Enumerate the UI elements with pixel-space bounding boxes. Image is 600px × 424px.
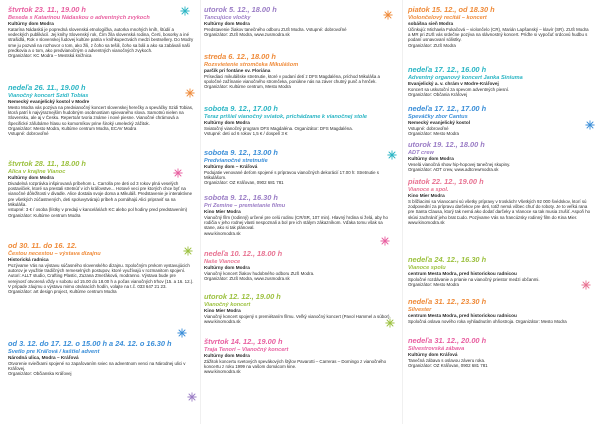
event-date: utorok 19. 12., 18.00 h — [408, 140, 485, 149]
event-description: Spoločná oslava nového roka vyhliadnutím ohňostroja. Organizátor: Mesto Modra — [408, 318, 567, 324]
event-date: sobota 9. 12., 13.00 h — [204, 148, 278, 157]
event-title: Silvester — [408, 306, 432, 313]
event-block — [408, 141, 592, 172]
event-title: Violončelový recitál – koncert — [408, 14, 487, 21]
event-venue: Kino Mier Modra — [204, 209, 241, 215]
event-description: Vianočný koncert spojený s premiétaním filmu. Veľký vianočný koncert (Pavol Hammel a súbor). — [204, 313, 391, 319]
event-organizer: Organizátor: ADT crew, www.adtcrewmodra.sk — [408, 167, 499, 173]
event-venue: Evanjelický a. v. chrám v Modre-Kráľovej — [408, 81, 499, 87]
event-block — [408, 256, 592, 287]
event-organizer: Organizátor: OZ Kráľovan, 0902 681 781 — [408, 363, 488, 369]
event-title: Speváčky zbor Cantus — [408, 113, 468, 120]
event-description: Mesto Modra vás pozýva na predvianočný koncert slovenskej herečky a speváčky Szidi Tobias, ktorá patrí k najvýraznejším hudobným osobnostiam spievaného slova. Samotnú nielen na Slovensku, ale aj v Česku. Repertoár tvoria známe i nové piesne. Vianočné chrámová a Špecifické záľubárne hlasu so komorníkov prine široký umelecký zážitok. — [8, 104, 194, 126]
event-title: Vianočný koncert Szidi Tobias — [8, 92, 89, 99]
event-venue: Kino Mier Modra — [408, 193, 445, 199]
event-venue: Kino Mier Modra — [204, 308, 241, 314]
event-venue: Kultúrny dom Modra — [8, 21, 54, 27]
event-title: Beseda s Katarínou Nádaskou o adventných zvykoch — [8, 14, 150, 21]
event-venue: parčík pri fontáne sv. Floriána — [204, 68, 271, 74]
event-date: sobota 9. 12., 17.00 h — [204, 104, 278, 113]
event-organizer: Vstupné: deti od 6 rokov 1,5 € / dospelí 3 € — [204, 131, 288, 137]
event-organizer: www.kinomodra.sk — [204, 369, 241, 375]
event-description: Spoločné rozdávanie a prianie na vianočný priestor medzi občanmi. — [408, 276, 540, 282]
event-title: ADT crew — [408, 149, 434, 156]
fold-line-1 — [200, 0, 201, 424]
event-venue: Historická radnica — [8, 257, 49, 263]
event-date: utorok 5. 12., 18.00 h — [204, 5, 277, 14]
snowflake-icon — [173, 168, 183, 178]
event-block — [204, 293, 394, 324]
event-date: piatok 22. 12., 19.00 h — [408, 177, 484, 186]
snowflake-icon — [383, 10, 393, 20]
snowflake-icon — [380, 236, 390, 246]
event-organizer: Organizátor: Mesto Modra — [408, 282, 460, 288]
event-venue: Kultúrny dom – Kráľová — [204, 164, 258, 170]
event-venue: Národná ulica, Modra – Kráľová — [8, 355, 79, 361]
event-description: Otvorenie sviečkami spojené so zapaľovaním sviec na adventnom venci na Národnej ulici v Kráľovej. — [8, 360, 186, 372]
snowflake-icon — [177, 328, 187, 338]
event-description: Sviatočný vianočný program DFS Magdaléna. Organizátor: DFS Magdaléna. — [204, 125, 353, 131]
event-title: Vianočný koncert — [204, 301, 251, 308]
event-block — [8, 340, 194, 377]
event-description: Katarína Nádaská je popredná slovenská etnologička, autorka mnohých kníh, štúdií a vedeckých publikácií. Jej knihy Slovenský rok, Čím žila slovenská rodina, Čerti, bosorky a iné strašidlá, Rok v slovenskej ľudovej kultúre patria v kníhkupectvách medzi bestsellery. Do Modry sme ju pozvali na rozhovor o tom, ako žili, z čoho sa tešili, čoho sa báli a ako sa zabávali naši predkovia a o tom, ako predvianočným o adventných vianočných zvykoch. — [8, 26, 194, 54]
event-block — [204, 6, 394, 37]
event-description: Účinkujú: Michaela Fukačová – violončelo (CR), Marián Lapšanský – klavír (SR). ZUŠ Modra a MR pri ZUŠ vás srdečne pozýva na slávnostný koncert. Príďte si vypočuť srdcovú hudbu s podaní usnavovaní sólistky. — [408, 26, 589, 43]
snowflake-icon — [585, 120, 595, 130]
event-organizer: vstupné: 3 € / osoba (lístky v predaji v kanceláriách KC alebo pol hodiny pred predstavením) — [8, 207, 188, 213]
event-block — [408, 178, 592, 225]
event-title: Čestou necestou – výstava dizajnu — [8, 250, 101, 257]
event-title: Vianoce spolu — [408, 264, 446, 271]
event-block — [408, 337, 592, 368]
snowflake-icon — [385, 318, 395, 328]
event-date: piatok 15. 12., od 18.30 h — [408, 5, 495, 14]
event-venue: Kultúrny dom Modra — [204, 120, 250, 126]
event-organizer: www.kinomodra.sk — [204, 319, 241, 325]
event-description: Prísediaci mikulášske stretnutie, ktoré v podaní detí z DFS Magdaléna, príchod Mikuláša a spoločné zažínanie vianočného stromčeka, ponúkne nás na záver chutný punč a hrnček. — [204, 73, 380, 85]
event-block — [408, 298, 592, 324]
event-block — [408, 6, 592, 48]
event-block — [8, 84, 194, 137]
event-date: streda 6. 12., 18.00 h — [204, 52, 276, 61]
event-title: Teraz prišiel vianočný sviatok, prichádzame k vianočnej stole — [204, 113, 368, 120]
event-organizer: Organizátor: ZUŠ Modra, www.zusmodra.sk — [204, 32, 290, 38]
event-venue: Kultúrny dom Modra — [204, 21, 250, 27]
event-title: Rozsvietenie stromčeka Mikulášom — [204, 61, 299, 68]
event-date: štvrtok 28. 11., 18.00 h — [8, 159, 86, 168]
event-venue: Nemecký evanjelický kostol — [408, 120, 471, 126]
event-block — [204, 105, 394, 136]
event-date: štvrtok 14. 12., 19.00 h — [204, 337, 283, 346]
event-date: nedeľa 17. 12., 16.00 h — [408, 65, 487, 74]
event-venue: Kultúrny dom Kráľová — [408, 352, 458, 358]
event-description: Koncert sa uskutoční za spevom adventných piesní. — [408, 86, 510, 92]
event-description: Divadelná rozprávka inšpirovaná príbehom L. Carrolla pre deti od 3 rokov plná veselých postavičiek, ktoré sa prestali stretnúť v ich kráľovstve... Hotové veci pre ktorých chce byť na vianočné dôležitosti v divadle. Alice dostala svoje doma a Mikuláš. Predstavenie je interaktívne pre všetkých zúčastnených, deti spoluvytvárajú príbeh a pomáhajú Alici pripraviť sa na Mikuláša. — [8, 180, 193, 208]
snowflake-icon — [183, 246, 193, 256]
event-extra: Organizátor: Kultúrne centrum Modra — [8, 212, 81, 218]
event-title: Traja Tenori – Vianočný koncert — [204, 346, 289, 353]
event-organizer: Organizátor: art design project, Kultúrne centrum Modra — [8, 289, 117, 295]
event-organizer: Organizátor: ZUŠ Modra — [408, 42, 456, 48]
event-organizer: Organizátor: ZUŠ Modra, www.zusmodra.sk — [204, 276, 290, 282]
event-organizer: www.kinomodra.sk — [204, 230, 241, 236]
event-title: Silvestrovská zábava — [408, 345, 465, 352]
event-date: nedeľa 10. 12., 18.00 h — [204, 249, 283, 258]
event-venue: Kultúrny dom Modra — [204, 353, 250, 359]
event-venue: Kultúrny dom Modra — [204, 265, 250, 271]
event-description: S blížiacimi sa Vianocami sú všetky prípravy v troskách! Všetkých 92 000 švédskov, ktorí sú zodpovední za prípravu darčekov pre deti, totiž nemá vôbec chuť do roboty. Je to veľká rana pre Santa Clausa, ktorý tak nemá ako dodať darčeky a Vianoce sa tak musia zrušiť. Aspoň ho skúsi zachrániť jeho brat Ľudo. Pozývame Vás na francúzsky rodinný film do Kina Mier. — [408, 198, 591, 220]
event-title: Pri Zemine – premietanie filmu — [204, 202, 286, 209]
event-date: od 30. 11. do 16. 12. — [8, 241, 77, 250]
event-organizer: Organizátor: OZ Kráľovan, 0902 681 781 — [204, 180, 284, 186]
event-description: Vstupné: dobrovoľné — [408, 125, 449, 131]
event-block — [8, 6, 194, 59]
snowflake-icon — [581, 280, 591, 290]
event-block — [408, 66, 592, 97]
event-description: Pozývame Vás na výstavu súčasného slovenského dizajnu. Spoločným prvkom vystavujúcich autorov je využitie tradičných remeselných postupov, ktoré využívajú v rozmanitom spojení. Autori: ALLT studio, Crafting Plastic, Zuzana Zmeťáková, modranno. Výstava bude pre verejnosť otvorená vždy v sobotu od 15.00 do 18.00 h a počas vianočných trhov (15. a 16. 12.). V prípade záujmu o výstavu mimo otváracích hodín, volajte na t.č. 033 647 21 23. — [8, 262, 194, 290]
event-organizer: Organizátor: Mesto Modra — [408, 131, 460, 137]
event-title: Adventný organový koncert Janka Siniuma — [408, 74, 523, 81]
event-organizer: Organizátor: Občania Kráľovej — [408, 92, 468, 98]
event-block — [408, 105, 592, 136]
event-block — [204, 53, 394, 90]
event-organizer: Organizátor: Kultúrne centrum, Mesto Modra — [204, 84, 291, 90]
event-date: nedeľa 17. 12., 17.00 h — [408, 104, 487, 113]
event-venue: centrum Mesta Modra, pred historickou radnicou — [408, 271, 517, 277]
event-date: nedeľa 24. 12., 16.30 h — [408, 255, 487, 264]
event-block — [204, 149, 394, 186]
event-title: Alica v krajine Vianoc — [8, 168, 66, 175]
event-organizer: Organizátor: KC Modra – Mestská knižnica — [8, 53, 92, 59]
event-date: nedeľa 31. 12., 20.00 h — [408, 336, 487, 345]
event-organizer: Organizátor: Občianska Kráľovej — [8, 371, 72, 377]
event-title: Tancujúce vločky — [204, 14, 251, 21]
event-date: utorok 12. 12., 19.00 h — [204, 292, 281, 301]
event-date: sobota 9. 12., 16.30 h — [204, 193, 278, 202]
event-description: Tanečná zábava s oslavou záveru roka. — [408, 357, 486, 363]
event-date: nedeľa 26. 11., 19.00 h — [8, 83, 86, 92]
event-block — [204, 338, 394, 375]
event-title: Naše Vianoce — [204, 258, 241, 265]
event-organizer: www.kinomodra.sk — [408, 220, 445, 226]
event-title: Svetlo pre Kráľová / kaštiel advent — [8, 348, 100, 355]
snowflake-icon — [187, 392, 197, 402]
event-date: od 3. 12. do 17. 12. o 15.00 h a 24. 12. o 16.30 h — [8, 339, 172, 348]
event-title: Vianoce a spol. — [408, 186, 449, 193]
event-venue: Kultúrny dom Modra — [8, 175, 54, 181]
event-title: Predvianočné stretnutie — [204, 157, 268, 164]
event-venue: centrum Mesta Modra, pred historickou radnicou — [408, 313, 517, 319]
snowflake-icon — [185, 88, 195, 98]
event-organizer: Organizátor: Mesto Modra, Kultúrne centrum Modra, ECAV Modra — [8, 126, 137, 132]
event-venue: Nemecký evanjelický kostol v Modre — [8, 99, 90, 105]
event-block — [204, 194, 394, 236]
fold-line-2 — [402, 0, 403, 424]
event-description: Podujatie venované deťom spojené s prípravou vianočných dekorácií 17.00 h: Stretnutie s Mikulášom. — [204, 169, 379, 181]
event-description: Veselá vianočná show hip-hopovej tanečnej skupiny. — [408, 161, 511, 167]
event-date: nedeľa 31. 12., 23.30 h — [408, 297, 487, 306]
event-date: štvrtok 23. 11., 19.00 h — [8, 5, 86, 14]
event-block — [8, 160, 194, 218]
event-venue: Kultúrny dom Modra — [408, 156, 454, 162]
snowflake-icon — [180, 6, 190, 16]
event-description: Predstavenie žiakov tanečného odboru ZUŠ Modra. Vstupné: dobrovoľné — [204, 26, 347, 32]
event-venue: sobášna sieň Modra — [408, 21, 454, 27]
event-description: Vianočný film (rodinný) určené pre celú rodinu (CR/SR, 107 min). Hlavný hrdina si želá, aby ho rodičia v jeho rodnej vlasti nespoznali a bol pre ich stálym zákazníkom. Vďaka tomu však sa stane, ako si tak plánoval. — [204, 214, 388, 231]
event-description: Vianočný koncert žiakov hudobného odboru ZUŠ Modra. — [204, 270, 315, 276]
event-extra: Vstupné: dobrovoľné — [8, 131, 49, 137]
snowflake-icon — [387, 150, 397, 160]
event-block — [204, 250, 394, 281]
event-description: Zážitok koncertu svetových spevákových štýlov Pavarotti – Carreras – Domingo z vianočného koncertu z roku 1999 na vašom domácom kine. — [204, 358, 387, 370]
event-block — [8, 242, 194, 295]
